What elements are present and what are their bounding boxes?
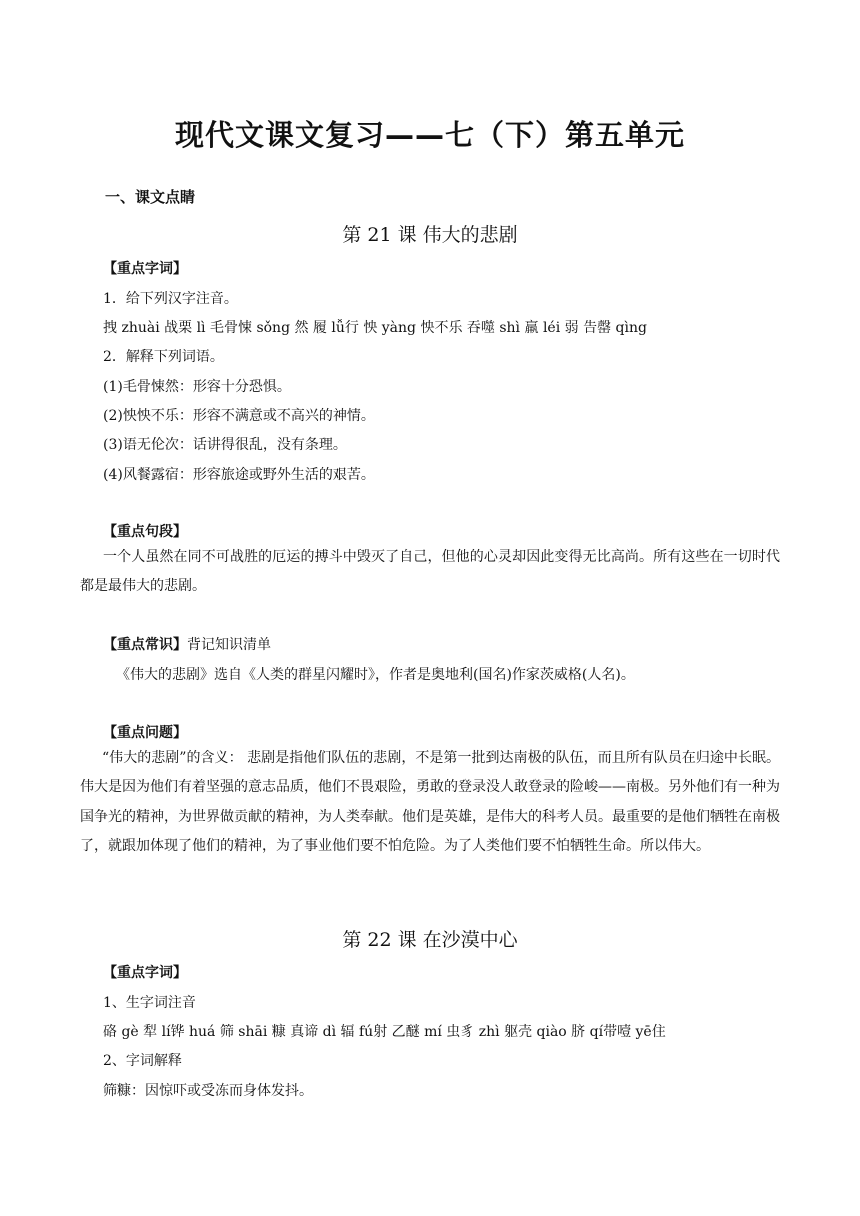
key-question-answer: “伟大的悲剧”的含义： 悲剧是指他们队伍的悲剧，不是第一批到达南极的队伍，而且所有队员在归途中长眠。伟大是因为他们有着坚强的意志品质，他们不畏艰险，勇敢的登录没人敢登录的险峻——南极。另外他们有一种为国争光的精神，为世界做贡献的精神，为人类奉献。他们是英雄，是伟大的科考人员。最重要的是他们牺牲在南极了，就跟加体现了他们的精神，为了事业他们要不怕危险。为了人类他们要不怕牺牲生命。所以伟大。	[80, 750, 780, 854]
question-2-22: 2、字词解释	[103, 1053, 182, 1069]
definition-1: (1)毛骨悚然：形容十分恐惧。	[103, 379, 291, 395]
lesson-22-heading: 第 22 课 在沙漠中心	[342, 929, 518, 951]
key-knowledge-line	[103, 634, 271, 654]
question-2: 2．解释下列词语。	[103, 349, 224, 365]
knowledge-text: 《伟大的悲剧》选自《人类的群星闪耀时》，作者是奥地利(国名)作家茨威格(人名)。	[116, 667, 635, 683]
key-words-tag-22: 【重点字词】	[103, 965, 187, 981]
question-1: 1．给下列汉字注音。	[103, 291, 238, 307]
key-words-tag: 【重点字词】	[103, 261, 187, 277]
definition-1-22: 筛糠：因惊吓或受冻而身体发抖。	[103, 1083, 313, 1099]
key-sentence-paragraph: 一个人虽然在同不可战胜的厄运的搏斗中毁灭了自己，但他的心灵却因此变得无比高尚。所有这些在一切时代都是最伟大的悲剧。	[80, 549, 780, 595]
definition-4: (4)风餐露宿：形容旅途或野外生活的艰苦。	[103, 467, 375, 483]
key-knowledge-suffix: 背记知识清单	[187, 637, 271, 653]
pinyin-line: 拽 zhuài 战栗 lì 毛骨悚 sǒng 然 履 lǚ行 怏 yàng 怏不乐 吞噬 shì 羸 léi 弱 告罄 qìng	[103, 320, 647, 336]
definition-2: (2)怏怏不乐：形容不满意或不高兴的神情。	[103, 408, 375, 424]
key-knowledge-tag: 【重点常识】	[103, 637, 187, 653]
page-title: 现代文课文复习——七（下）第五单元	[174, 118, 685, 152]
definition-3: (3)语无伦次：话讲得很乱，没有条理。	[103, 437, 347, 453]
section-heading: 一、课文点睛	[105, 188, 196, 206]
key-question-tag: 【重点问题】	[103, 725, 187, 741]
pinyin-line-22: 硌 gè 犁 lí铧 huá 筛 shāi 糠 真谛 dì 辐 fú射 乙醚 mí 虫豸 zhì 躯壳 qiào 脐 qí带噎 yē住	[103, 1024, 666, 1040]
lesson-21-heading: 第 21 课 伟大的悲剧	[342, 224, 518, 246]
question-1-22: 1、生字词注音	[103, 995, 196, 1011]
key-sentence-tag: 【重点句段】	[103, 524, 187, 540]
